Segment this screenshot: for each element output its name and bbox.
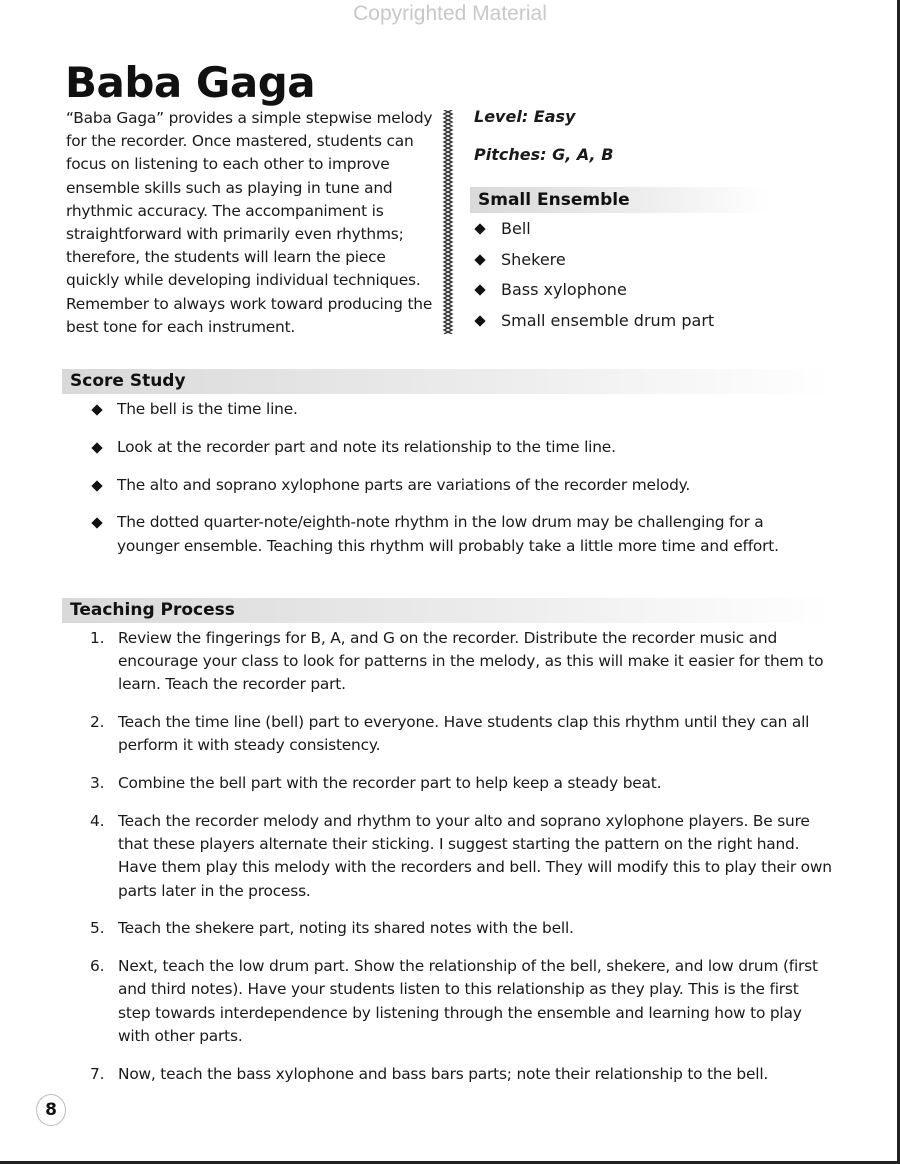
score-study-heading: Score Study bbox=[62, 369, 833, 394]
step-text: Teach the time line (bell) part to everyone. Have students clap this rhythm until they can all perform it with steady consistency. bbox=[118, 713, 810, 755]
list-item-text: Bass xylophone bbox=[501, 280, 627, 299]
diamond-bullet-icon bbox=[91, 442, 102, 453]
list-item bbox=[90, 772, 835, 795]
diamond-bullet-icon bbox=[91, 518, 102, 529]
step-text: Teach the shekere part, noting its shared notes with the bell. bbox=[118, 919, 574, 938]
list-item-text: The alto and soprano xylophone parts are variations of the recorder melody. bbox=[117, 475, 691, 494]
list-item bbox=[90, 511, 830, 557]
diamond-bullet-icon bbox=[474, 254, 485, 265]
teaching-process-heading: Teaching Process bbox=[62, 598, 833, 623]
page-title: Baba Gaga bbox=[65, 58, 316, 107]
diamond-bullet-icon bbox=[91, 480, 102, 491]
list-item bbox=[90, 711, 835, 757]
small-ensemble-list bbox=[474, 214, 714, 336]
step-text: Review the fingerings for B, A, and G on the recorder. Distribute the recorder music and encourage your class to look for patterns in the melody, as this will make it easier for them to learn. Teach the recorder part. bbox=[118, 629, 824, 694]
list-item-text: Small ensemble drum part bbox=[501, 310, 715, 330]
pitches-label: Pitches: G, A, B bbox=[474, 145, 614, 164]
step-text: Combine the bell part with the recorder part to help keep a steady beat. bbox=[118, 774, 662, 793]
step-number: 6. bbox=[90, 957, 105, 976]
zigzag-divider-icon bbox=[440, 110, 456, 334]
list-item-text: Shekere bbox=[501, 249, 566, 269]
copyright-watermark: Copyrighted Material bbox=[353, 2, 547, 25]
list-item bbox=[90, 917, 835, 940]
step-number: 1. bbox=[90, 629, 105, 647]
step-number: 5. bbox=[90, 919, 105, 938]
step-number: 4. bbox=[90, 812, 105, 830]
list-item-text: The dotted quarter-note/eighth-note rhythm in the low drum may be challenging for a younger ensemble. Teaching this rhythm will probably take a little more time and effort. bbox=[117, 513, 779, 555]
list-item bbox=[90, 955, 835, 1048]
list-item bbox=[90, 1063, 835, 1086]
list-item-text: Bell bbox=[501, 219, 531, 238]
step-number: 2. bbox=[90, 713, 105, 732]
list-item bbox=[90, 474, 830, 497]
page-number: 8 bbox=[36, 1094, 66, 1126]
list-item bbox=[474, 214, 714, 245]
score-study-list bbox=[90, 398, 830, 572]
list-item bbox=[474, 306, 714, 337]
small-ensemble-heading: Small Ensemble bbox=[470, 187, 770, 213]
step-number: 3. bbox=[90, 774, 105, 793]
step-text: Teach the recorder melody and rhythm to your alto and soprano xylophone players. Be sure that these players alternate their sticking. I suggest starting the pattern on the right hand. Have them play this melody with the recorders and bell. They will modify this to play their own parts later in the process. bbox=[118, 812, 832, 900]
list-item bbox=[474, 245, 714, 276]
diamond-bullet-icon bbox=[474, 315, 485, 326]
teaching-process-list bbox=[90, 627, 835, 1100]
level-label: Level: Easy bbox=[474, 107, 576, 126]
list-item bbox=[90, 627, 835, 697]
list-item bbox=[90, 398, 830, 421]
step-number: 7. bbox=[90, 1064, 105, 1083]
list-item bbox=[90, 436, 830, 459]
diamond-bullet-icon bbox=[91, 404, 102, 415]
list-item-text: Look at the recorder part and note its relationship to the time line. bbox=[117, 437, 616, 456]
list-item bbox=[474, 275, 714, 306]
list-item-text: The bell is the time line. bbox=[117, 400, 298, 418]
intro-paragraph: “Baba Gaga” provides a simple stepwise melody for the recorder. Once mastered, students can focus on listening to each other to improve ensemble skills such as playing in tune and rhythmic accuracy. The accompaniment is straightforward with primarily even rhythms; therefore, the students will learn the piece quickly while developing individual techniques. Remember to always work toward producing the best tone for each instrument. bbox=[66, 109, 433, 336]
list-item bbox=[90, 810, 835, 903]
step-text: Next, teach the low drum part. Show the relationship of the bell, shekere, and low drum (first and third notes). Have your students listen to this relationship as they play. This is the first step towards interdependence by listening through the ensemble and learning how to play with other parts. bbox=[118, 957, 818, 1045]
step-text: Now, teach the bass xylophone and bass bars parts; note their relationship to the bell. bbox=[118, 1064, 769, 1083]
diamond-bullet-icon bbox=[474, 285, 485, 296]
diamond-bullet-icon bbox=[474, 224, 485, 235]
